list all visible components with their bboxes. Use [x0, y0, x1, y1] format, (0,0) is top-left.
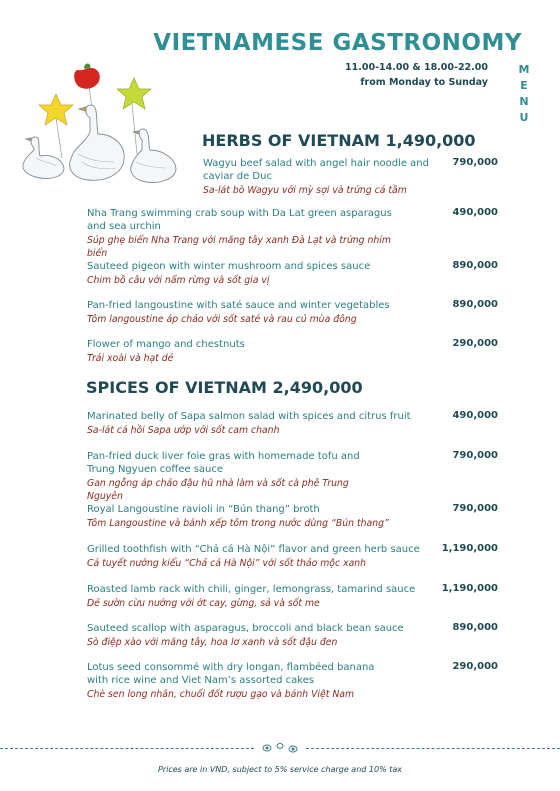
- menu-letter: U: [519, 111, 529, 124]
- dish-name-vietnamese: Sa-lát bò Wagyu với mỳ sợi và trứng cá tầm: [203, 185, 407, 196]
- dish-name-vietnamese: Cá tuyết nướng kiểu “Chả cá Hà Nội” với sốt thảo mộc xanh: [87, 558, 367, 569]
- section-title-herbs: HERBS OF VIETNAM 1,490,000: [202, 131, 476, 150]
- dish-price: 790,000: [452, 157, 498, 168]
- menu-item: [87, 410, 487, 437]
- ornament-icon: [256, 741, 304, 755]
- menu-item: [87, 260, 487, 287]
- dish-name-vietnamese: Gan ngỗng áp chảo đậu hũ nhà làm và sốt cà phê Trung Nguyên: [87, 478, 349, 502]
- dish-name: Grilled toothfish with “Chả cá Hà Nội” flavor and green herb sauce: [87, 544, 420, 555]
- dish-name: Sauteed pigeon with winter mushroom and spices sauce: [87, 261, 371, 272]
- dish-name-vietnamese: Chim bồ câu với nấm rừng và sốt gia vị: [87, 275, 270, 286]
- menu-item: [87, 543, 487, 570]
- dish-price: 890,000: [452, 622, 498, 633]
- dish-price: 490,000: [452, 207, 498, 218]
- menu-item: [203, 157, 433, 197]
- menu-item: [87, 622, 487, 649]
- menu-item: [87, 583, 487, 610]
- menu-vertical-label: [518, 62, 530, 126]
- dish-name-vietnamese: Trái xoài và hạt dẻ: [87, 353, 174, 364]
- dish-name: Royal Langoustine ravioli in “Bún thang” broth: [87, 504, 320, 515]
- menu-letter: N: [519, 95, 529, 108]
- dish-price: 790,000: [452, 503, 498, 514]
- dish-name-vietnamese: Chè sen long nhãn, chuối đốt rượu gạo và bánh Việt Nam: [87, 689, 355, 700]
- dish-price: 1,190,000: [441, 583, 498, 594]
- price-footnote: Prices are in VND, subject to 5% service charge and 10% tax: [157, 765, 402, 774]
- dish-price: 290,000: [452, 338, 498, 349]
- star-fruit-icon: [117, 78, 151, 109]
- dish-name: Pan-fried langoustine with saté sauce and winter vegetables: [87, 300, 390, 311]
- dish-name: Flower of mango and chestnuts: [87, 339, 245, 350]
- geese-illustration: [16, 58, 191, 190]
- hours-text: 11.00-14.00 & 18.00-22.00: [345, 62, 488, 73]
- menu-item: [87, 450, 387, 503]
- dish-name-vietnamese: Sa-lát cá hồi Sapa ướp với sốt cam chanh: [87, 425, 280, 436]
- dish-name: Roasted lamb rack with chili, ginger, lemongrass, tamarind sauce: [87, 584, 416, 595]
- goose-icon: [131, 129, 176, 183]
- dish-name-vietnamese: Súp ghẹ biển Nha Trang với măng tây xanh Đà Lạt và trứng nhím biển: [87, 235, 391, 259]
- menu-letter: E: [520, 79, 528, 92]
- menu-item: [87, 299, 487, 326]
- opening-hours: [345, 60, 488, 90]
- dish-name: Wagyu beef salad with angel hair noodle and caviar de Duc: [203, 158, 429, 182]
- dish-price: 290,000: [452, 661, 498, 672]
- red-pepper-icon: [74, 64, 100, 89]
- dish-price: 790,000: [452, 450, 498, 461]
- menu-item: [87, 207, 397, 260]
- dish-price: 890,000: [452, 260, 498, 271]
- menu-item: [87, 338, 487, 365]
- dish-price: 490,000: [452, 410, 498, 421]
- page-title: VIETNAMESE GASTRONOMY: [153, 30, 522, 56]
- dish-name: Lotus seed consommé with dry longan, flambéed banana with rice wine and Viet Nam’s assorted cakes: [87, 662, 375, 686]
- section-title-spices: SPICES OF VIETNAM 2,490,000: [86, 378, 363, 397]
- goose-icon: [23, 137, 64, 179]
- dish-name-vietnamese: Tôm langoustine áp chảo với sốt saté và rau củ mùa đông: [87, 314, 357, 325]
- days-text: from Monday to Sunday: [360, 77, 488, 88]
- menu-item: [87, 503, 487, 530]
- dish-price: 1,190,000: [441, 543, 498, 554]
- dish-name: Pan-fried duck liver foie gras with homemade tofu and Trung Ngyuen coffee sauce: [87, 451, 360, 475]
- dish-name-vietnamese: Dẻ sườn cừu nướng với ớt cay, gừng, sả và sốt me: [87, 598, 320, 609]
- dish-name: Sauteed scallop with asparagus, broccoli and black bean sauce: [87, 623, 404, 634]
- dish-name: Marinated belly of Sapa salmon salad with spices and citrus fruit: [87, 411, 411, 422]
- dish-name-vietnamese: Tôm Langoustine và bánh xếp tôm trong nước dùng “Bún thang”: [87, 518, 389, 529]
- dish-price: 890,000: [452, 299, 498, 310]
- goose-icon: [70, 105, 124, 180]
- menu-letter: M: [518, 63, 530, 76]
- dish-name-vietnamese: Sò điệp xào với măng tây, hoa lơ xanh và sốt đậu đen: [87, 637, 338, 648]
- menu-item: [87, 661, 397, 701]
- dish-name: Nha Trang swimming crab soup with Da Lat green asparagus and sea urchin: [87, 208, 392, 232]
